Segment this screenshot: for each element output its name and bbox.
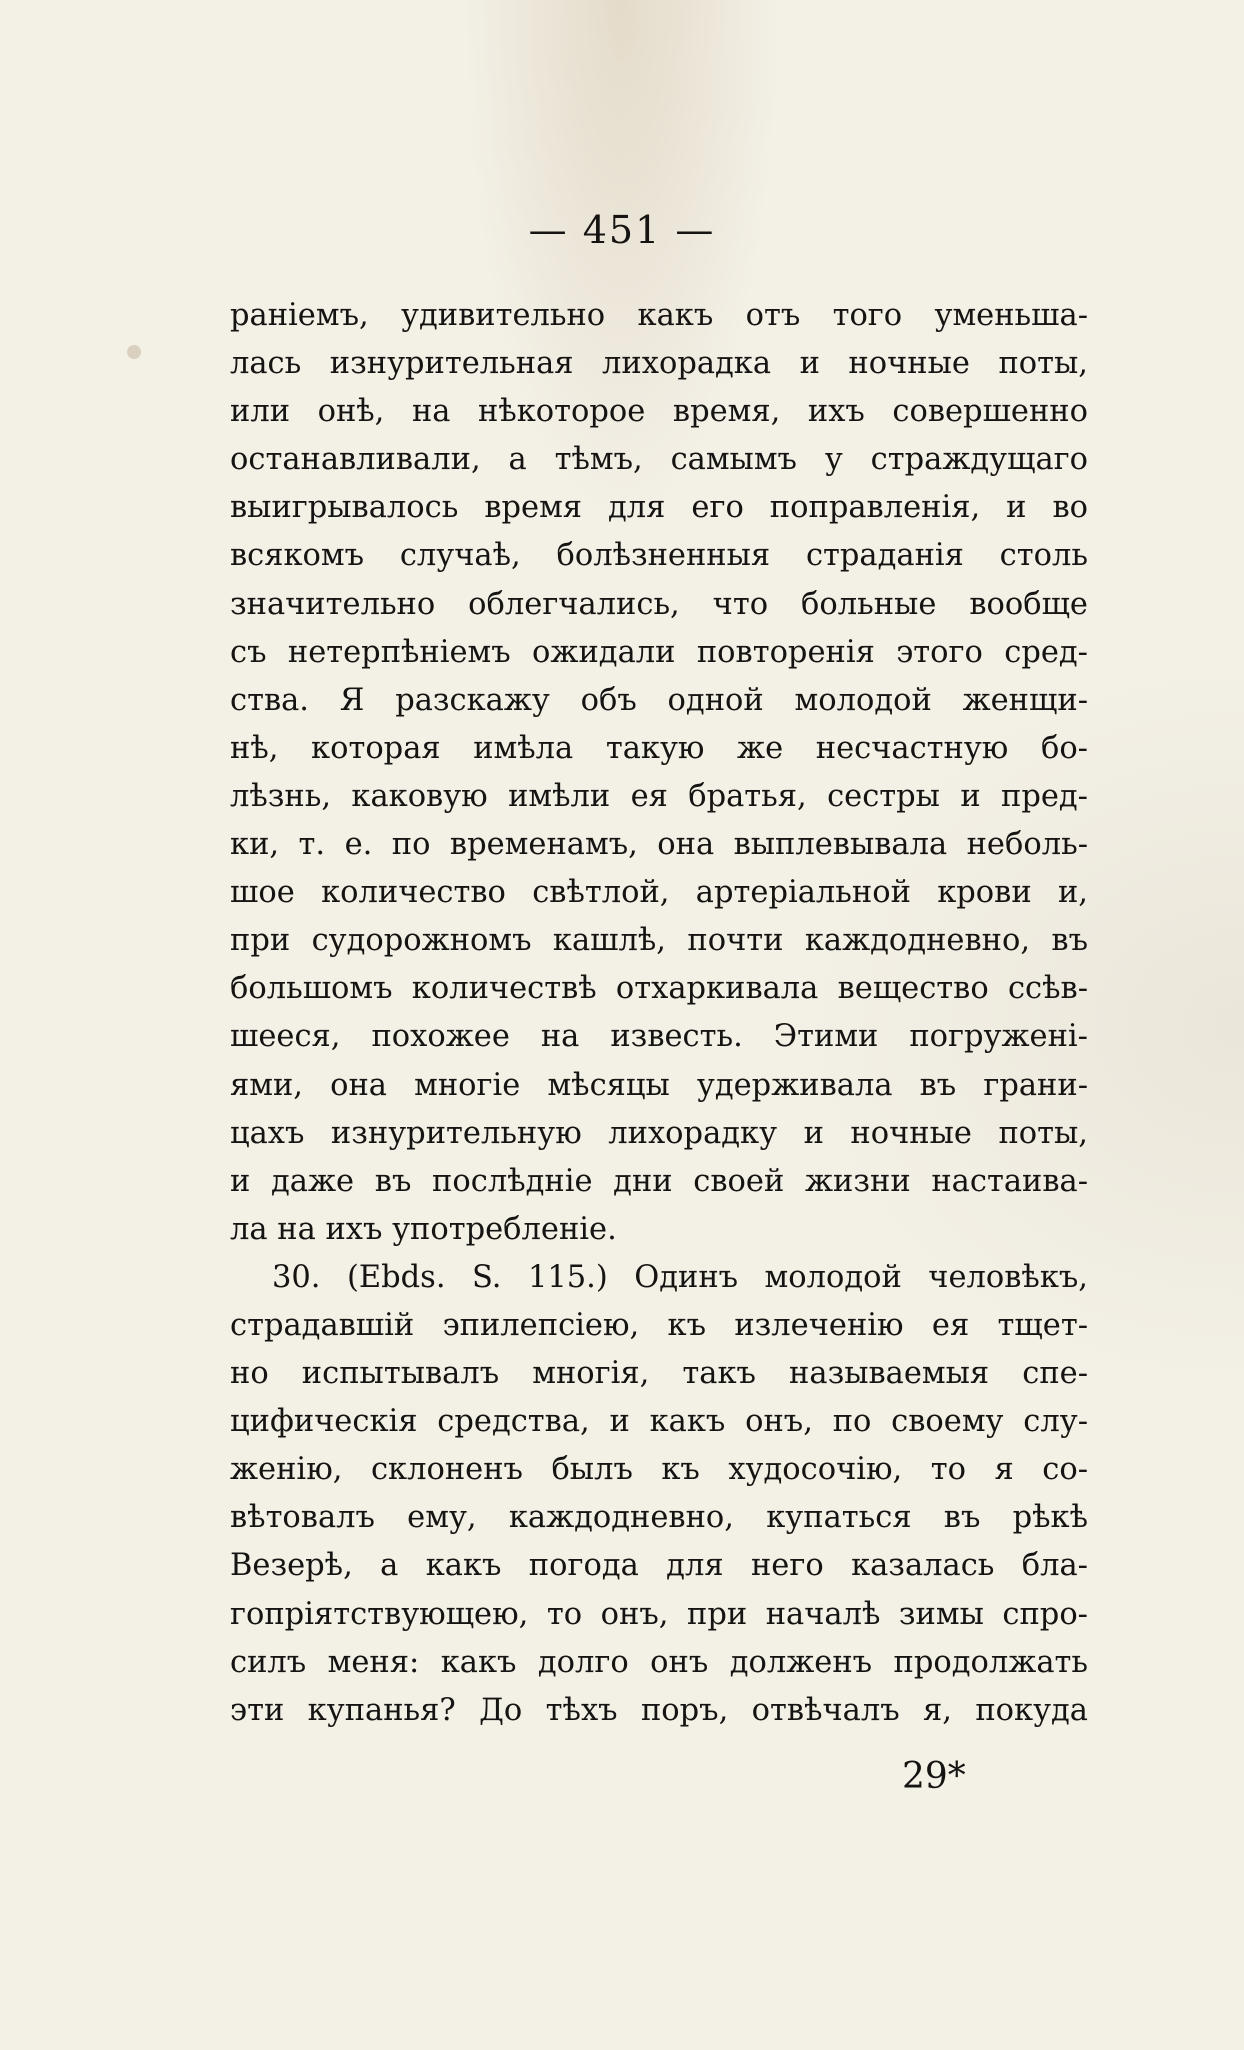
text-line: гопріятствующею, то онъ, при началѣ зимы спро- — [230, 1596, 1088, 1632]
paragraph-end-line: ла на ихъ употребленіе. — [230, 1211, 617, 1247]
text-line: ки, т. е. по временамъ, она выплевывала неболь- — [230, 827, 1088, 863]
text-line: цахъ изнурительную лихорадку и ночные поты, — [230, 1115, 1088, 1151]
text-line: ства. Я разскажу объ одной молодой женщи- — [230, 682, 1088, 718]
text-line: выигрывалось время для его поправленія, и во — [230, 490, 1088, 526]
page-number: — 451 — — [528, 208, 716, 252]
text-line: раніемъ, удивительно какъ отъ того уменьша- — [230, 298, 1088, 333]
text-line: шое количество свѣтлой, артеріальной крови и, — [230, 875, 1088, 911]
text-line: эти купанья? До тѣхъ поръ, отвѣчалъ я, покуда — [230, 1692, 1088, 1728]
text-line: шееся, похожее на известь. Этими погружені- — [230, 1019, 1088, 1055]
text-line: но испытывалъ многія, такъ называемыя спе- — [230, 1356, 1088, 1392]
text-line: и даже въ послѣдніе дни своей жизни настаива- — [230, 1163, 1088, 1199]
text-line: цифическія средства, и какъ онъ, по своему слу- — [230, 1404, 1088, 1440]
text-line: всякомъ случаѣ, болѣзненныя страданія столь — [230, 538, 1088, 574]
text-line: вѣтовалъ ему, каждодневно, купаться въ рѣкѣ — [230, 1500, 1088, 1536]
text-line: значительно облегчались, что больные вообще — [230, 586, 1088, 622]
text-line: Везерѣ, а какъ погода для него казалась бла- — [230, 1548, 1088, 1584]
text-line: большомъ количествѣ отхаркивала вещество ссѣв- — [230, 971, 1088, 1007]
text-line: останавливали, а тѣмъ, самымъ у страждущаго — [230, 442, 1088, 478]
paragraph-start-line: 30. (Ebds. S. 115.) Одинъ молодой человѣкъ, — [272, 1259, 1088, 1295]
text-line: ями, она многіе мѣсяцы удерживала въ грани- — [230, 1067, 1088, 1103]
text-line: страдавшій эпилепсіею, къ излеченію ея тщет- — [230, 1307, 1088, 1343]
text-line: при судорожномъ кашлѣ, почти каждодневно, въ — [230, 923, 1088, 959]
text-line: или онѣ, на нѣкоторое время, ихъ совершенно — [230, 394, 1088, 430]
body-text — [230, 292, 1088, 1735]
text-line: съ нетерпѣніемъ ожидали повторенія этого сред- — [230, 634, 1088, 670]
text-line: лась изнурительная лихорадка и ночные поты, — [230, 346, 1088, 382]
text-line: лѣзнь, каковую имѣли ея братья, сестры и пред- — [230, 778, 1088, 814]
text-line: женію, склоненъ былъ къ худосочію, то я со- — [230, 1452, 1088, 1488]
signature-mark: 29* — [902, 1756, 966, 1797]
text-line: нѣ, которая имѣла такую же несчастную бо- — [230, 730, 1088, 766]
text-line: силъ меня: какъ долго онъ долженъ продолжать — [230, 1644, 1088, 1680]
paper-stain — [127, 345, 141, 359]
